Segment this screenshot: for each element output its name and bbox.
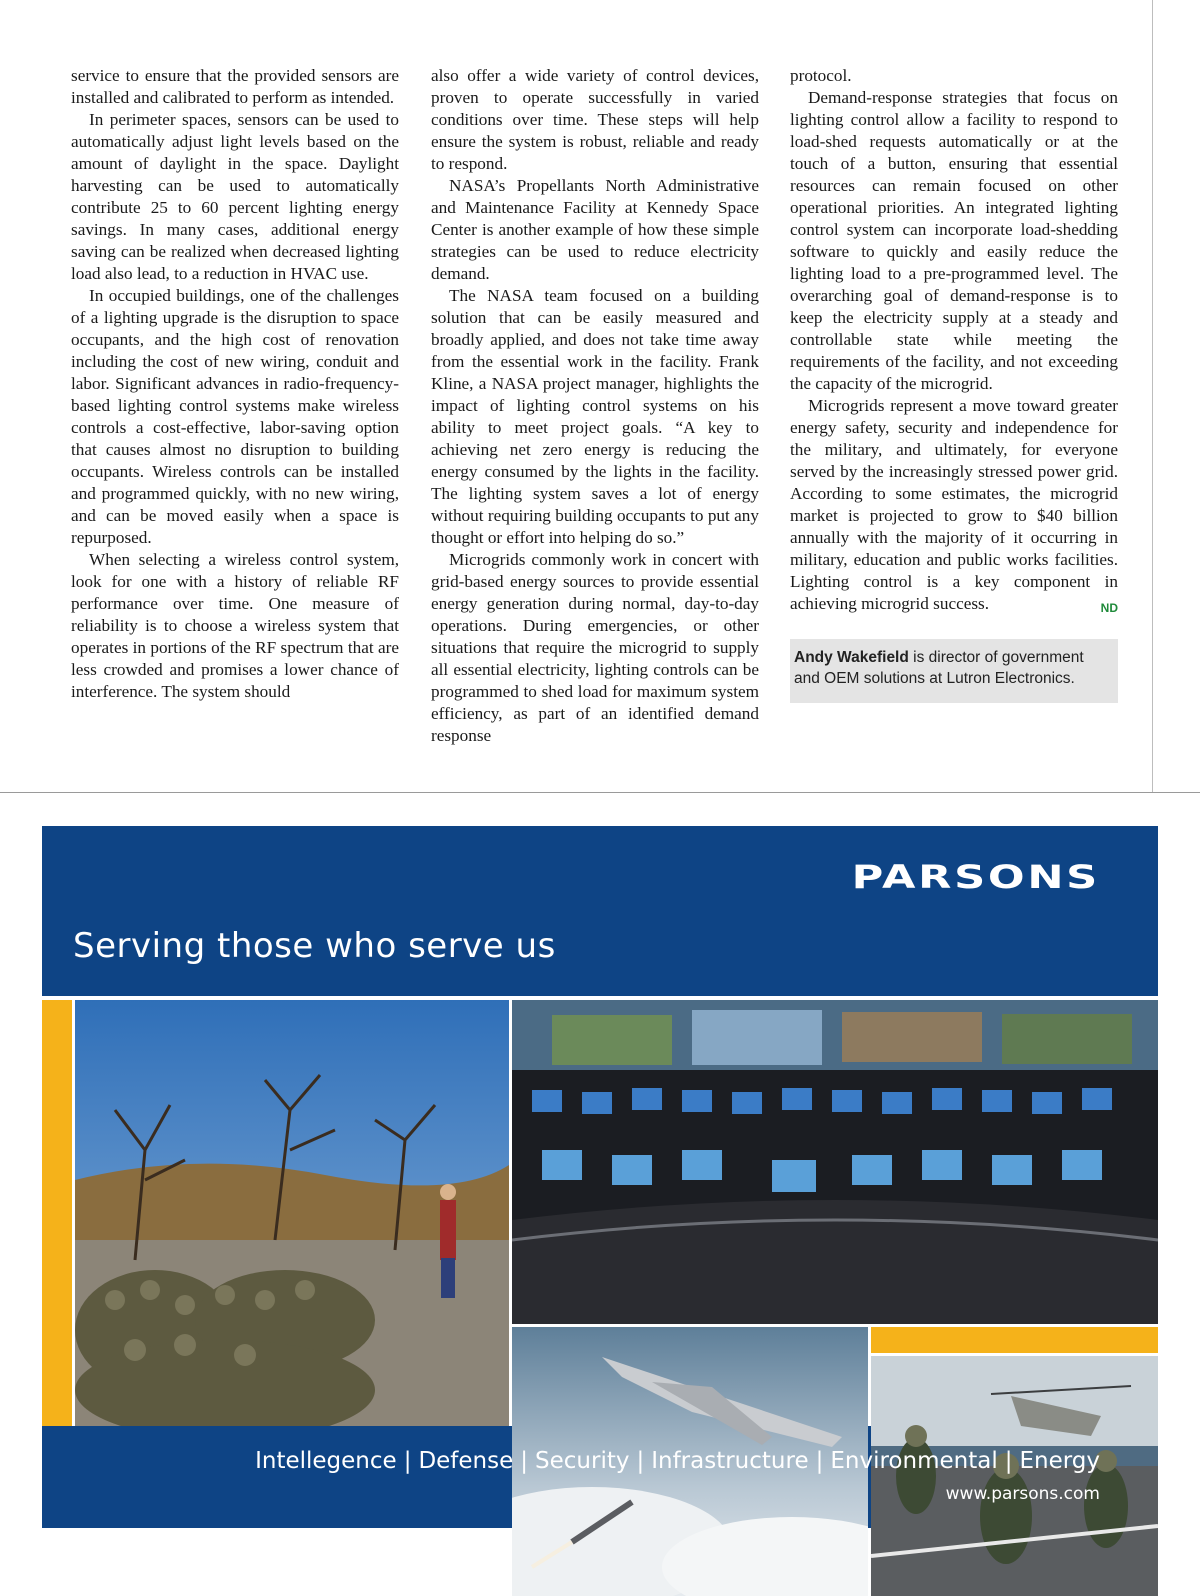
paragraph: NASA’s Propellants North Administrative and Maintenance Facility at Kennedy Space Center is another example of how these simple strategies can be used to reduce electricity demand. — [431, 176, 759, 283]
author-bio-text: is director of government and OEM solutions at Lutron Electronics. — [794, 649, 1084, 687]
service-separator: | — [403, 1448, 412, 1474]
paragraph: protocol. — [790, 66, 852, 85]
ad-footer — [42, 1426, 1158, 1528]
soldiers-briefing-photo — [75, 1000, 509, 1426]
page-divider-rule — [0, 792, 1200, 793]
service-separator: | — [636, 1448, 645, 1474]
accent-bar — [42, 1000, 72, 1426]
accent-strip — [871, 1327, 1158, 1353]
parsons-logo: PARSONS — [851, 858, 1100, 896]
service-item: Security — [535, 1448, 630, 1474]
paragraph: In perimeter spaces, sensors can be used to automatically adjust light levels based on the amount of daylight in the space. Daylight harvesting can be used to automatically contribute 25 to 60 percent lighting energy savings. In many cases, additional energy saving can be realized when decreased lighting load also lead, to a reduction in HVAC use. — [71, 110, 399, 283]
paragraph: When selecting a wireless control system, look for one with a history of reliable RF performance over time. One measure of reliability is to choose a wireless system that operates in portions of the RF spectrum that are less crowded and promises a lower chance of interference. The system should — [71, 550, 399, 701]
paragraph: also offer a wide variety of control devices, proven to operate successfully in varied conditions over time. These steps will help ensure the system is robust, reliable and ready to respond. — [431, 66, 759, 173]
author-name: Andy Wakefield — [794, 649, 909, 666]
paragraph: In occupied buildings, one of the challenges of a lighting upgrade is the disruption to space occupants, and the high cost of renovation including the cost of new wiring, conduit and labor. Significant advances in radio-frequency-based lighting control systems make wireless controls a cost-effective, labor-saving option that causes almost no disruption to building occupants. Wireless controls can be installed and programmed quickly, with no new wiring, and can be moved easily when a space is repurposed. — [71, 286, 399, 547]
page-edge-rule — [1152, 0, 1153, 792]
paragraph: The NASA team focused on a building solution that can be easily measured and broadly applied, and does not take time away from the essential work in the facility. Frank Kline, a NASA project manager, highlights the impact of lighting control systems on his ability to meet project goals. “A key to achieving net zero energy is reducing the energy consumed by the lights in the facility. The lighting system saves a lot of energy without requiring building occupants to put any thought or effort into helping do so.” — [431, 286, 759, 547]
service-separator: | — [815, 1448, 824, 1474]
service-item: Environmental — [830, 1448, 998, 1474]
parsons-advertisement[interactable] — [42, 826, 1158, 1528]
website-link[interactable]: www.parsons.com — [945, 1484, 1100, 1504]
paragraph: service to ensure that the provided sensors are installed and calibrated to perform as intended. — [71, 66, 399, 107]
service-separator: | — [520, 1448, 529, 1474]
service-item: Infrastructure — [651, 1448, 809, 1474]
ad-tagline: Serving those who serve us — [73, 926, 556, 966]
article-column-1 — [71, 65, 399, 703]
end-mark: ND — [1100, 601, 1118, 615]
service-list — [255, 1448, 1100, 1474]
ad-photo-collage — [42, 996, 1158, 1426]
paragraph: Microgrids represent a move toward greater energy safety, security and independence for the military, and ultimately, for everyone served by the increasingly stressed power grid. According to some estimates, the microgrid market is projected to grow to $40 billion annually with the majority of it occurring in military, education and public works facilities. Lighting control is a key component in achieving microgrid success. — [790, 396, 1118, 613]
operations-center-photo — [512, 1000, 1158, 1324]
author-bio — [790, 639, 1118, 703]
service-item: Energy — [1019, 1448, 1100, 1474]
paragraph: Microgrids commonly work in concert with grid-based energy sources to provide essential energy generation during normal, day-to-day operations. During emergencies, or other situations that require the microgrid to supply all essential electricity, lighting controls can be programmed to shed load for maximum system efficiency, as part of an identified demand response — [431, 550, 759, 745]
paragraph: Demand-response strategies that focus on lighting control allow a facility to respond to load-shed requests automatically or at the touch of a button, ensuring that essential resources can remain focused on other operational priorities. An integrated lighting control system can incorporate load-shedding software to quickly and easily reduce the lighting load to a pre-programmed level. The overarching goal of demand-response is to keep the electricity supply at a steady and controllable state while meeting the requirements of the facility, and not exceeding the capacity of the microgrid. — [790, 88, 1118, 393]
article-column-3 — [790, 65, 1118, 703]
service-separator: | — [1004, 1448, 1013, 1474]
service-item: Intellegence — [255, 1448, 397, 1474]
service-item: Defense — [418, 1448, 514, 1474]
article-column-2 — [431, 65, 759, 747]
